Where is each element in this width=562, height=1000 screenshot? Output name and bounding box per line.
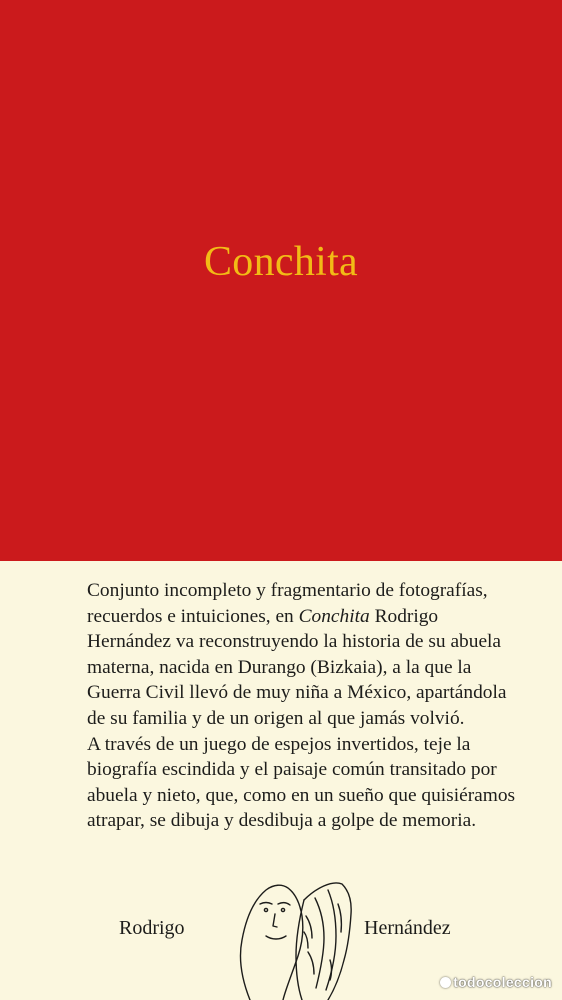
- watermark-text: todocoleccion: [453, 974, 552, 990]
- todocoleccion-logo-icon: [440, 977, 451, 988]
- blurb-line: atrapar, se dibuja y desdibuja a golpe de memoria.: [87, 810, 477, 832]
- blurb-italic-title: Conchita: [298, 605, 370, 627]
- blurb-line: Hernández va reconstruyendo la historia de su abuela: [87, 631, 502, 653]
- author-last-name: Hernández: [364, 917, 451, 939]
- book-blurb: [87, 578, 527, 834]
- book-title: Conchita: [203, 239, 359, 285]
- blurb-line: biografía escindida y el paisaje común transitado por: [87, 759, 497, 781]
- blurb-line: de su familia y de un origen al que jamás volvió.: [87, 707, 465, 729]
- blurb-line: abuela y nieto, que, como en un sueño que quisiéramos: [87, 784, 516, 806]
- blurb-line: Conjunto incompleto y fragmentario de fotografías,: [87, 580, 488, 601]
- blurb-line: A través de un juego de espejos invertidos, teje la: [87, 733, 471, 755]
- author-first-name: Rodrigo: [119, 917, 185, 939]
- blurb-text: recuerdos e intuiciones, en: [87, 605, 299, 627]
- blurb-line: Guerra Civil llevó de muy niña a México, apartándola: [87, 682, 507, 704]
- blurb-line: [87, 604, 527, 630]
- blurb-text: Rodrigo: [369, 605, 439, 627]
- blurb-line: materna, nacida en Durango (Bizkaia), a la que la: [87, 656, 472, 678]
- face-and-shell-drawing-icon: [220, 840, 360, 1000]
- site-watermark: [440, 974, 552, 990]
